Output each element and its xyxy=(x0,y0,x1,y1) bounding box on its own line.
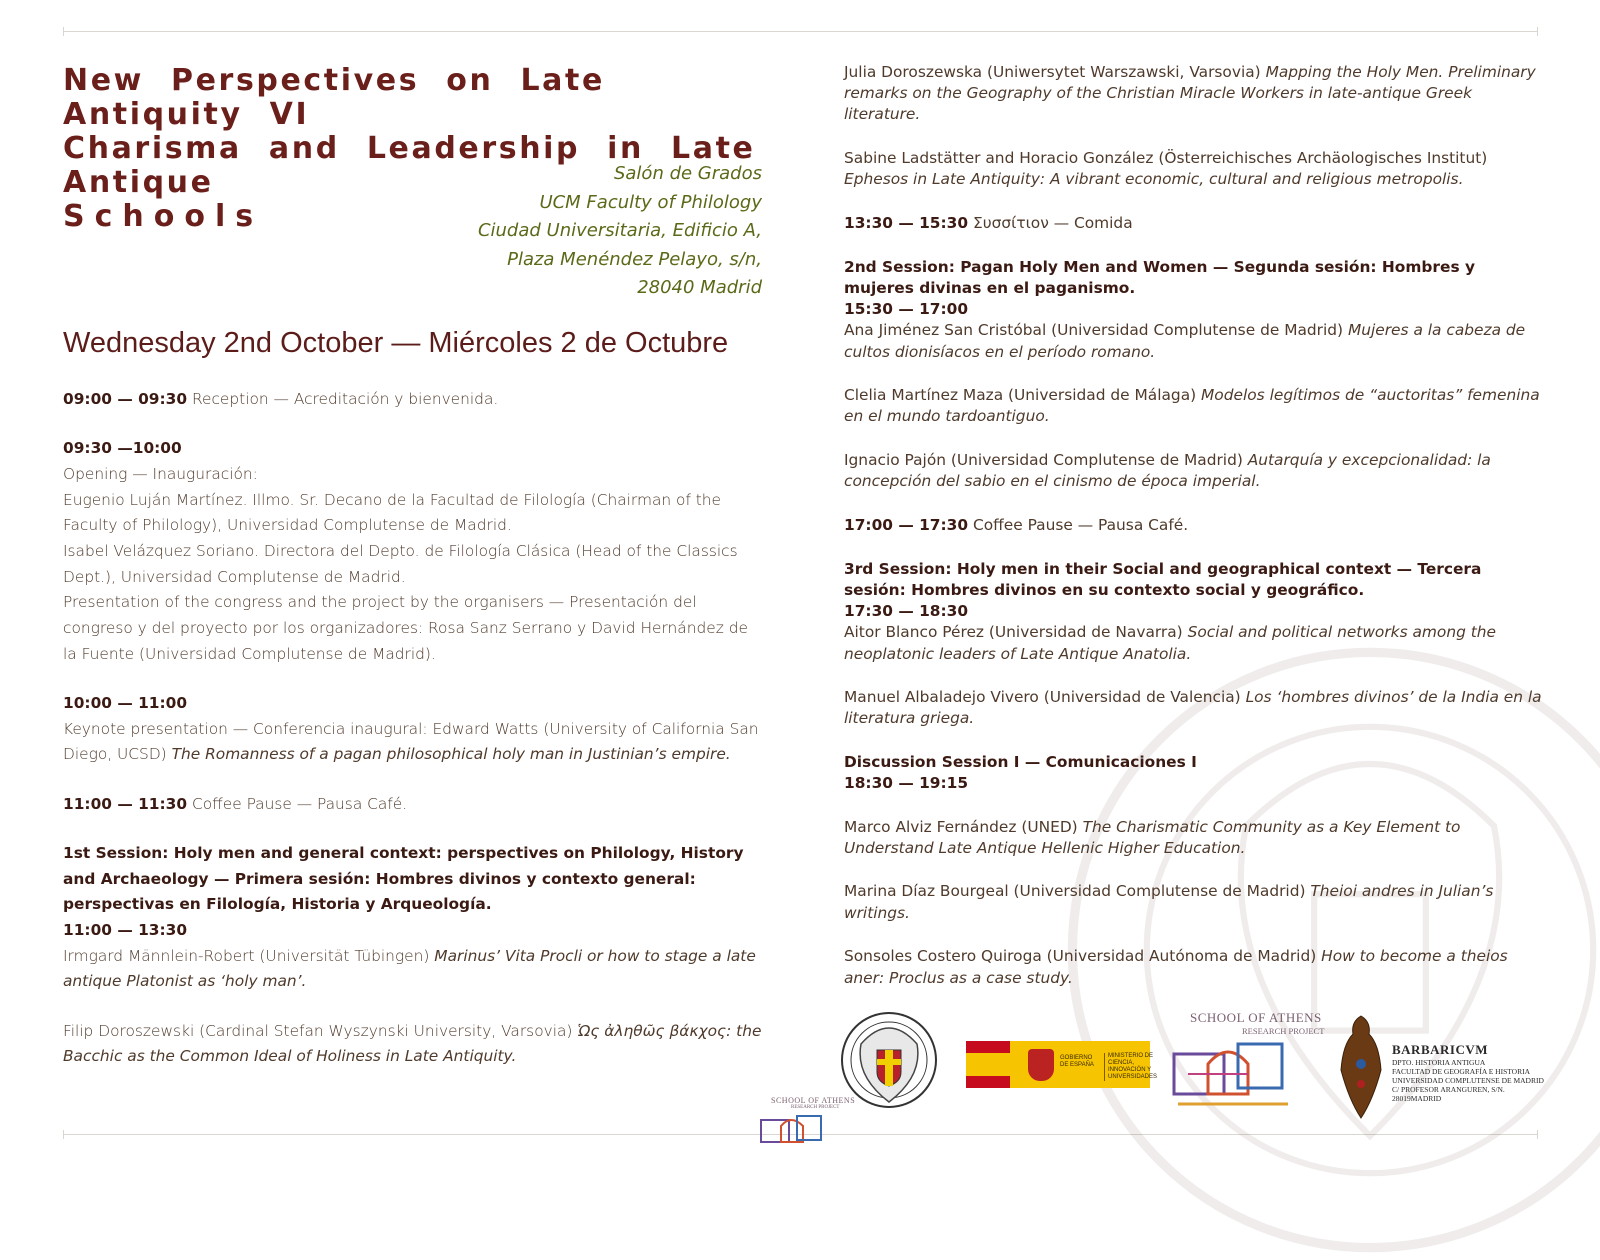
venue-line: 28040 Madrid xyxy=(637,277,762,298)
barbaricvm-text xyxy=(1392,1042,1544,1103)
day-heading: Wednesday 2nd October — Miércoles 2 de Octubre xyxy=(63,327,729,359)
talk-item xyxy=(844,817,1544,859)
gov-label: GOBIERNO DE ESPAÑA xyxy=(1060,1055,1094,1068)
venue-line: Salón de Grados xyxy=(613,163,762,184)
talk-title: Mujeres a la cabeza de cultos dionisíacos en el período romano. xyxy=(844,321,1526,361)
address-line: UNIVERSIDAD COMPLUTENSE DE MADRID xyxy=(1392,1076,1544,1085)
talk-author: Ignacio Pajón (Universidad Complutense de Madrid) xyxy=(844,451,1248,470)
lunch-item xyxy=(844,213,1544,234)
spain-flag-icon xyxy=(966,1041,1010,1088)
talk-title: Mapping the Holy Men. Preliminary remarks on the Geography of the Christian Miracle Workers in late-antique Greek literature. xyxy=(844,63,1536,124)
talk-item xyxy=(63,1019,763,1070)
session-2 xyxy=(844,257,1544,363)
talk-item xyxy=(844,385,1544,427)
talk-author: Marco Alviz Fernández (UNED) xyxy=(844,817,1083,836)
talk-title: Theioi andres in Julian’s writings. xyxy=(844,882,1494,922)
program-right-column xyxy=(844,62,1544,1011)
item-text: Keynote presentation — Conferencia inaugural: Edward Watts (University of California San Diego, UCSD) xyxy=(63,719,759,764)
reception-item xyxy=(63,387,763,413)
item-text: Isabel Velázquez Soriano. Directora del Depto. de Filología Clásica (Head of the Classics Dept.), Universidad Complutense de Madrid. xyxy=(63,542,738,586)
time-slot: 11:00 — 13:30 xyxy=(63,920,188,939)
time-slot: 18:30 — 19:15 xyxy=(844,774,969,793)
address-line: 28019MADRID xyxy=(1392,1094,1442,1103)
item-text: Eugenio Luján Martínez. Illmo. Sr. Decano de la Facultad de Filología (Chairman of the Faculty of Philology), Universidad Complutense de Madrid. xyxy=(63,490,722,535)
talk-author: Aitor Blanco Pérez (Universidad de Navarra) xyxy=(844,623,1188,642)
title-line-1: New Perspectives on Late Antiquity VI xyxy=(63,63,605,132)
talk-author: Manuel Albaladejo Vivero (Universidad de Valencia) xyxy=(844,688,1246,707)
time-slot: 17:00 — 17:30 xyxy=(844,516,969,535)
item-text: Συσσίτιον — Comida xyxy=(968,214,1133,233)
talk-title: Los ‘hombres divinos’ de la India en la literatura griega. xyxy=(844,688,1542,728)
venue-address xyxy=(478,160,762,303)
time-slot: 17:30 — 18:30 xyxy=(844,602,969,621)
session-1 xyxy=(63,841,763,995)
barbaricvm-logo xyxy=(1336,1014,1556,1124)
ministry-label: MINISTERIO DE CIENCIA, INNOVACIÓN Y UNIVERSIDADES xyxy=(1104,1053,1154,1081)
coffee-item xyxy=(844,515,1544,536)
talk-item xyxy=(844,148,1544,190)
talk-author: Sonsoles Costero Quiroga (Universidad Autónoma de Madrid) xyxy=(844,947,1322,966)
soa-subtitle: RESEARCH PROJECT xyxy=(1242,1026,1325,1036)
address-line: FACULTAD DE GEOGRAFÍA E HISTORIA xyxy=(1392,1067,1531,1076)
talk-item xyxy=(844,62,1544,126)
talk-author: Sabine Ladstätter and Horacio González (Österreichisches Archäologisches Institut) xyxy=(844,149,1488,168)
discussion-session xyxy=(844,752,1544,794)
talk-item xyxy=(844,881,1544,923)
school-of-athens-logo xyxy=(1168,1010,1328,1120)
talk-author: Clelia Martínez Maza (Universidad de Málaga) xyxy=(844,386,1202,405)
soa-title: SCHOOL OF ATHENS xyxy=(1190,1010,1322,1025)
time-slot: 15:30 — 17:00 xyxy=(844,300,969,319)
time-slot: 10:00 — 11:00 xyxy=(63,694,188,713)
talk-item xyxy=(844,946,1544,988)
talk-author: Ana Jiménez San Cristóbal (Universidad Complutense de Madrid) xyxy=(844,321,1348,340)
ruins-sketch-icon xyxy=(1168,1034,1308,1120)
spain-crest-icon xyxy=(1028,1049,1054,1081)
talk-item xyxy=(844,450,1544,492)
talk-title: Modelos legítimos de “auctoritas” femenina en el mundo tardoantiguo. xyxy=(844,386,1540,426)
item-text: Coffee Pause — Pausa Café. xyxy=(187,794,408,813)
spain-government-logo xyxy=(966,1041,1158,1088)
talk-title: The Romanness of a pagan philosophical holy man in Justinian’s empire. xyxy=(171,745,731,764)
session-heading: 2nd Session: Pagan Holy Men and Women — Segunda sesión: Hombres y mujeres divinas en el paganismo. xyxy=(844,257,1476,297)
talk-title: Marinus’ Vita Procli or how to stage a late antique Platonist as ‘holy man’. xyxy=(63,946,756,991)
session-3 xyxy=(844,559,1544,665)
talk-author: Filip Doroszewski (Cardinal Stefan Wyszynski University, Varsovia) xyxy=(63,1021,578,1040)
venue-line: Plaza Menéndez Pelayo, s/n, xyxy=(507,248,762,270)
keynote-item xyxy=(63,691,763,768)
session-heading: 3rd Session: Holy men in their Social and geographical context — Tercera sesión: Hombres divinos en su contexto social y geográfico. xyxy=(844,559,1482,599)
talk-item xyxy=(844,687,1544,729)
coffee-item xyxy=(63,792,763,818)
talk-title: Social and political networks among the neoplatonic leaders of Late Antique Anatolia. xyxy=(844,623,1497,663)
barbaricvm-name: BARBARICVM xyxy=(1392,1042,1488,1057)
school-of-athens-small-logo xyxy=(757,1096,856,1156)
talk-author: Irmgard Männlein-Robert (Universität Tübingen) xyxy=(63,946,435,965)
time-slot: 13:30 — 15:30 xyxy=(844,214,969,233)
venue-line: Ciudad Universitaria, Edificio A, xyxy=(477,220,762,241)
item-text: Coffee Pause — Pausa Café. xyxy=(968,516,1189,535)
eagle-fibula-icon xyxy=(1336,1014,1386,1120)
talk-title: Ὡς ἀληθῶς βάκχος: the Bacchic as the Common Ideal of Holiness in Late Antiquity. xyxy=(63,1021,762,1066)
soa-title: SCHOOL OF ATHENS xyxy=(771,1096,856,1105)
time-slot: 11:00 — 11:30 xyxy=(63,794,188,813)
session-heading: Discussion Session I — Comunicaciones I xyxy=(844,753,1197,772)
title-line-3: Schools xyxy=(63,199,264,234)
item-label: Opening — Inauguración: xyxy=(63,464,258,483)
talk-title: The Charismatic Community as a Key Element to Understand Late Antique Hellenic Higher Education. xyxy=(844,817,1461,857)
talk-title: Autarquía y excepcionalidad: la concepción del sabio en el cinismo de época imperial. xyxy=(844,451,1491,491)
program-left-column xyxy=(63,387,763,1093)
soa-subtitle: RESEARCH PROJECT xyxy=(791,1105,840,1110)
talk-title: How to become a theios aner: Proclus as a case study. xyxy=(844,947,1508,987)
talk-author: Marina Díaz Bourgeal (Universidad Complutense de Madrid) xyxy=(844,882,1311,901)
venue-line: UCM Faculty of Philology xyxy=(539,191,762,213)
opening-item xyxy=(63,436,763,667)
talk-author: Julia Doroszewska (Uniwersytet Warszawski, Varsovia) xyxy=(844,63,1266,81)
item-text: Reception — Acreditación y bienvenida. xyxy=(187,390,499,408)
talk-title: Ephesos in Late Antiquity: A vibrant economic, cultural and religious metropolis. xyxy=(844,170,1464,189)
item-text: Presentation of the congress and the project by the organisers — Presentación del congreso y del proyecto por los organizadores: Rosa Sanz Serrano y David Hernández de la Fuente (Universidad Complutense de Madrid). xyxy=(63,593,748,663)
address-line: C/ PROFESOR ARANGUREN, S/N. xyxy=(1392,1085,1505,1094)
title-line-2: Charisma and Leadership in Late Antique xyxy=(63,131,756,200)
session-heading: 1st Session: Holy men and general context: perspectives on Philology, History and Archaeology — Primera sesión: Hombres divinos y contexto general: perspectivas en Filología, Historia y Arqueología. xyxy=(63,843,744,914)
time-slot: 09:00 — 09:30 xyxy=(63,390,188,408)
ruins-sketch-icon xyxy=(757,1110,837,1156)
address-line: DPTO. HISTORIA ANTIGUA xyxy=(1392,1058,1486,1067)
top-rule xyxy=(63,31,1538,32)
time-slot: 09:30 —10:00 xyxy=(63,439,182,458)
